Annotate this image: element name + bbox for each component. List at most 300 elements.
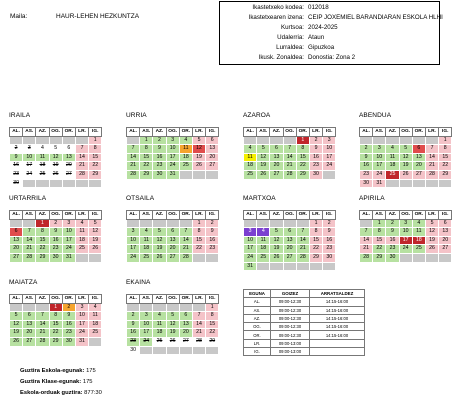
day-cell: 20 [439, 236, 452, 245]
day-cell: 9 [386, 228, 399, 237]
day-cell: 8 [309, 228, 322, 237]
weekday-header-row [127, 128, 219, 137]
weekday-header: AL. [244, 211, 257, 220]
schedule-table [243, 289, 365, 356]
weekday-header: IG. [439, 128, 452, 137]
weekday-header: IG. [206, 295, 219, 304]
day-cell [192, 346, 205, 355]
day-cell: 11 [386, 153, 399, 162]
day-cell [75, 136, 88, 145]
week-row [360, 179, 452, 188]
week-row [244, 262, 336, 271]
day-cell: 10 [244, 236, 257, 245]
weekday-header: AL. [360, 128, 373, 137]
weekday-header-row [360, 211, 452, 220]
day-cell [399, 136, 412, 145]
day-cell: 5 [257, 145, 270, 154]
weekday-header: IG. [89, 295, 102, 304]
day-cell [140, 303, 153, 312]
schedule-cell: 09:00-12:30 [271, 298, 310, 306]
info-key: Ikastetxeko kodea: [252, 4, 304, 11]
weekday-header: AZ. [36, 128, 49, 137]
day-cell: 6 [270, 145, 283, 154]
day-cell: 12 [89, 228, 102, 237]
day-cell: 24 [399, 245, 412, 254]
day-cell: 28 [425, 170, 438, 179]
day-cell: 27 [10, 253, 23, 262]
day-cell [10, 136, 23, 145]
day-cell: 25 [244, 170, 257, 179]
week-row [360, 162, 452, 171]
month-title: MAIATZA [9, 279, 38, 286]
day-cell [439, 179, 452, 188]
day-cell: 18 [179, 153, 192, 162]
day-cell: 24 [75, 329, 88, 338]
day-cell: 5 [89, 219, 102, 228]
day-cell [89, 179, 102, 188]
day-cell: 22 [192, 245, 205, 254]
day-cell: 16 [386, 236, 399, 245]
day-cell: 17 [166, 153, 179, 162]
month-title: OTSAILA [126, 195, 155, 202]
day-cell [166, 303, 179, 312]
day-cell [36, 303, 49, 312]
day-cell: 30 [309, 170, 322, 179]
day-cell: 1 [439, 136, 452, 145]
day-cell [439, 253, 452, 262]
info-key: Lurraldea: [276, 44, 304, 51]
day-cell [206, 170, 219, 179]
day-cell: 13 [62, 153, 75, 162]
day-cell: 22 [206, 329, 219, 338]
weekday-header: LR. [192, 211, 205, 220]
day-cell: 12 [166, 320, 179, 329]
schedule-cell [310, 339, 365, 347]
week-row [244, 236, 336, 245]
day-cell: 25 [179, 162, 192, 171]
day-cell: 13 [270, 153, 283, 162]
total-label: Guztira Eskola-egunak: [20, 368, 85, 374]
day-cell: 21 [36, 329, 49, 338]
weekday-header-row [127, 211, 219, 220]
month-title: EKAINA [126, 279, 151, 286]
schedule-header: ARRATSALDEZ [310, 290, 365, 298]
day-cell: 26 [153, 253, 166, 262]
day-cell: 18 [257, 245, 270, 254]
day-cell: 27 [179, 337, 192, 346]
schedule-row [244, 339, 365, 347]
day-cell: 2 [153, 136, 166, 145]
day-cell [140, 346, 153, 355]
month-calendar [243, 127, 336, 180]
weekday-header-row [360, 128, 452, 137]
day-cell: 8 [140, 145, 153, 154]
week-row [10, 170, 102, 179]
week-row [360, 170, 452, 179]
day-cell [296, 219, 309, 228]
day-cell: 16 [10, 162, 23, 171]
week-row [127, 303, 219, 312]
day-cell: 25 [153, 337, 166, 346]
weekday-header-row [127, 295, 219, 304]
weekday-header: AL. [127, 211, 140, 220]
week-row [10, 312, 102, 321]
day-cell: 5 [153, 228, 166, 237]
day-cell: 29 [49, 337, 62, 346]
day-cell: 7 [425, 145, 438, 154]
day-cell [270, 219, 283, 228]
day-cell: 19 [153, 245, 166, 254]
weekday-header: OR. [179, 295, 192, 304]
day-cell: 30 [360, 179, 373, 188]
day-cell: 30 [62, 337, 75, 346]
schedule-cell: 09:00-12:30 [271, 331, 310, 339]
day-cell [23, 179, 36, 188]
day-cell: 15 [373, 236, 386, 245]
day-cell: 22 [140, 162, 153, 171]
day-cell: 28 [296, 253, 309, 262]
day-cell [36, 179, 49, 188]
day-cell [360, 219, 373, 228]
info-key: Ikusk. Zonaldea: [258, 54, 304, 61]
day-cell: 26 [89, 245, 102, 254]
day-cell: 21 [75, 162, 88, 171]
day-cell: 4 [36, 145, 49, 154]
day-cell: 2 [360, 145, 373, 154]
weekday-header: OR. [179, 128, 192, 137]
weekday-header: AL. [360, 211, 373, 220]
schedule-cell: 09:00-12:30 [271, 314, 310, 322]
day-cell: 3 [373, 145, 386, 154]
day-cell: 25 [140, 253, 153, 262]
weekday-header: OG. [166, 128, 179, 137]
day-cell: 3 [140, 312, 153, 321]
week-row [360, 136, 452, 145]
day-cell [179, 219, 192, 228]
day-cell: 8 [192, 228, 205, 237]
week-row [10, 303, 102, 312]
day-cell [36, 136, 49, 145]
schedule-row [244, 306, 365, 314]
weekday-header: AS. [23, 128, 36, 137]
day-cell: 28 [179, 253, 192, 262]
day-cell: 21 [296, 245, 309, 254]
info-value: Ataun [308, 34, 325, 41]
day-cell: 14 [192, 320, 205, 329]
day-cell: 1 [296, 136, 309, 145]
day-cell: 20 [206, 153, 219, 162]
week-row [10, 136, 102, 145]
day-cell: 4 [244, 145, 257, 154]
weekday-header: LR. [309, 211, 322, 220]
day-cell: 2 [127, 312, 140, 321]
weekday-header: AZ. [153, 128, 166, 137]
week-row [360, 236, 452, 245]
day-cell [179, 303, 192, 312]
day-cell: 18 [244, 162, 257, 171]
day-cell: 14 [23, 236, 36, 245]
weekday-header: OR. [412, 211, 425, 220]
day-cell: 26 [166, 337, 179, 346]
schedule-header: GOIZEZ [271, 290, 310, 298]
weekday-header: AZ. [153, 211, 166, 220]
day-cell: 7 [179, 228, 192, 237]
day-cell: 28 [192, 337, 205, 346]
day-cell: 9 [62, 312, 75, 321]
day-cell: 8 [89, 145, 102, 154]
week-row [10, 219, 102, 228]
day-cell [89, 253, 102, 262]
day-cell: 22 [296, 162, 309, 171]
day-cell: 9 [49, 228, 62, 237]
day-cell: 27 [62, 170, 75, 179]
weekday-header-row [10, 211, 102, 220]
day-cell [10, 303, 23, 312]
day-cell [179, 346, 192, 355]
day-cell: 20 [179, 329, 192, 338]
day-cell: 31 [244, 262, 257, 271]
maila-label: Maila: [10, 13, 28, 20]
week-row [244, 245, 336, 254]
weekday-header: OG. [283, 211, 296, 220]
day-cell: 25 [412, 245, 425, 254]
day-cell: 16 [62, 320, 75, 329]
day-cell [166, 346, 179, 355]
day-cell [283, 262, 296, 271]
weekday-header: LR. [425, 128, 438, 137]
day-cell: 7 [296, 228, 309, 237]
day-cell: 19 [270, 245, 283, 254]
day-cell: 6 [179, 312, 192, 321]
day-cell: 21 [425, 162, 438, 171]
day-cell: 15 [439, 153, 452, 162]
day-cell: 4 [179, 136, 192, 145]
day-cell [49, 179, 62, 188]
week-row [10, 253, 102, 262]
weekday-header: AS. [373, 211, 386, 220]
week-row [127, 245, 219, 254]
day-cell: 13 [23, 320, 36, 329]
day-cell: 8 [373, 228, 386, 237]
week-row [127, 346, 219, 355]
weekday-header: AS. [257, 211, 270, 220]
day-cell: 31 [75, 337, 88, 346]
weekday-header: LR. [192, 295, 205, 304]
day-cell: 4 [257, 228, 270, 237]
day-cell: 10 [399, 228, 412, 237]
day-cell: 26 [425, 245, 438, 254]
day-cell: 18 [412, 236, 425, 245]
weekday-header: AZ. [36, 211, 49, 220]
day-cell: 17 [399, 236, 412, 245]
day-cell: 6 [10, 228, 23, 237]
day-cell: 29 [296, 170, 309, 179]
day-cell: 20 [10, 245, 23, 254]
week-row [127, 136, 219, 145]
day-cell: 10 [166, 145, 179, 154]
week-row [127, 337, 219, 346]
day-cell: 15 [140, 153, 153, 162]
week-row [244, 153, 336, 162]
day-cell: 26 [399, 170, 412, 179]
day-cell: 5 [10, 312, 23, 321]
weekday-header: LR. [75, 211, 88, 220]
weekday-header: IG. [89, 128, 102, 137]
week-row [127, 228, 219, 237]
week-row [127, 145, 219, 154]
day-cell: 10 [140, 320, 153, 329]
weekday-header: IG. [439, 211, 452, 220]
day-cell: 6 [439, 219, 452, 228]
day-cell: 23 [49, 245, 62, 254]
day-cell: 18 [140, 245, 153, 254]
week-row [10, 228, 102, 237]
weekday-header: OG. [283, 128, 296, 137]
day-cell [206, 253, 219, 262]
day-cell: 21 [23, 245, 36, 254]
day-cell: 28 [23, 253, 36, 262]
total-label: Guztira Klase-egunak: [20, 379, 82, 385]
month-calendar [126, 294, 219, 355]
day-cell: 1 [373, 219, 386, 228]
weekday-header: OG. [166, 211, 179, 220]
day-cell: 2 [206, 219, 219, 228]
day-cell [373, 136, 386, 145]
day-cell: 24 [127, 253, 140, 262]
day-cell [127, 303, 140, 312]
month-calendar [126, 127, 219, 180]
day-cell [75, 179, 88, 188]
weekday-header: AL. [127, 295, 140, 304]
day-cell: 1 [49, 303, 62, 312]
day-cell [425, 253, 438, 262]
total-value: 175 [82, 379, 93, 385]
weekday-header: AZ. [36, 295, 49, 304]
month-title: IRAILA [9, 112, 31, 119]
week-row [244, 136, 336, 145]
day-cell: 15 [206, 320, 219, 329]
weekday-header: LR. [75, 128, 88, 137]
school-info-box [219, 1, 443, 65]
day-cell: 19 [10, 329, 23, 338]
day-cell: 23 [386, 245, 399, 254]
week-row [360, 245, 452, 254]
day-cell [62, 179, 75, 188]
total-label: Eskola-orduak guztira: [20, 390, 83, 396]
day-cell: 2 [386, 219, 399, 228]
day-cell [283, 219, 296, 228]
day-cell: 23 [153, 162, 166, 171]
schedule-cell: 14:15-16:00 [310, 323, 365, 331]
day-cell: 9 [206, 228, 219, 237]
day-cell: 5 [49, 145, 62, 154]
day-cell: 28 [75, 170, 88, 179]
day-cell: 12 [192, 145, 205, 154]
day-cell: 3 [244, 228, 257, 237]
weekday-header: AS. [140, 128, 153, 137]
day-cell [323, 262, 336, 271]
weekday-header: OR. [62, 211, 75, 220]
day-cell: 27 [206, 162, 219, 171]
week-row [127, 329, 219, 338]
day-cell: 29 [36, 253, 49, 262]
schedule-cell: IG. [244, 348, 271, 356]
info-value: 012018 [308, 4, 329, 11]
day-cell: 14 [179, 236, 192, 245]
week-row [360, 219, 452, 228]
schedule-row [244, 348, 365, 356]
day-cell: 21 [283, 162, 296, 171]
day-cell: 17 [140, 329, 153, 338]
day-cell [23, 303, 36, 312]
schedule-cell [310, 348, 365, 356]
week-row [127, 170, 219, 179]
total-school-days [20, 368, 96, 374]
weekday-header: OG. [49, 128, 62, 137]
weekday-header: OR. [296, 211, 309, 220]
day-cell: 1 [192, 219, 205, 228]
day-cell: 25 [75, 245, 88, 254]
weekday-header: IG. [206, 128, 219, 137]
day-cell [153, 346, 166, 355]
day-cell: 18 [153, 329, 166, 338]
day-cell: 3 [62, 219, 75, 228]
day-cell: 26 [270, 253, 283, 262]
day-cell [257, 262, 270, 271]
day-cell: 9 [127, 320, 140, 329]
day-cell: 20 [23, 329, 36, 338]
day-cell: 17 [62, 236, 75, 245]
month-title: AZAROA [243, 112, 271, 119]
day-cell: 11 [153, 320, 166, 329]
day-cell: 17 [23, 162, 36, 171]
day-cell: 12 [425, 228, 438, 237]
weekday-header: OG. [399, 128, 412, 137]
day-cell: 3 [399, 219, 412, 228]
day-cell: 13 [10, 236, 23, 245]
weekday-header: LR. [75, 295, 88, 304]
week-row [10, 320, 102, 329]
weekday-header: OR. [62, 128, 75, 137]
day-cell: 15 [309, 236, 322, 245]
schedule-cell: 09:00-13:00 [271, 348, 310, 356]
month-title: URRIA [126, 112, 147, 119]
day-cell: 28 [360, 253, 373, 262]
day-cell [192, 170, 205, 179]
day-cell: 4 [153, 312, 166, 321]
day-cell: 8 [49, 312, 62, 321]
day-cell: 26 [192, 162, 205, 171]
week-row [244, 253, 336, 262]
day-cell: 16 [153, 153, 166, 162]
day-cell [283, 136, 296, 145]
schedule-cell: AS. [244, 306, 271, 314]
day-cell: 10 [62, 228, 75, 237]
day-cell: 21 [192, 329, 205, 338]
day-cell: 5 [166, 312, 179, 321]
day-cell: 30 [49, 253, 62, 262]
day-cell: 4 [386, 145, 399, 154]
day-cell: 5 [399, 145, 412, 154]
day-cell: 10 [373, 153, 386, 162]
info-value: CEIP JOXEMIEL BARANDIARAN ESKOLA HLHI [308, 14, 443, 21]
day-cell: 29 [373, 253, 386, 262]
day-cell: 1 [206, 303, 219, 312]
day-cell [412, 136, 425, 145]
day-cell: 14 [425, 153, 438, 162]
month-calendar [359, 210, 452, 263]
day-cell: 11 [75, 228, 88, 237]
